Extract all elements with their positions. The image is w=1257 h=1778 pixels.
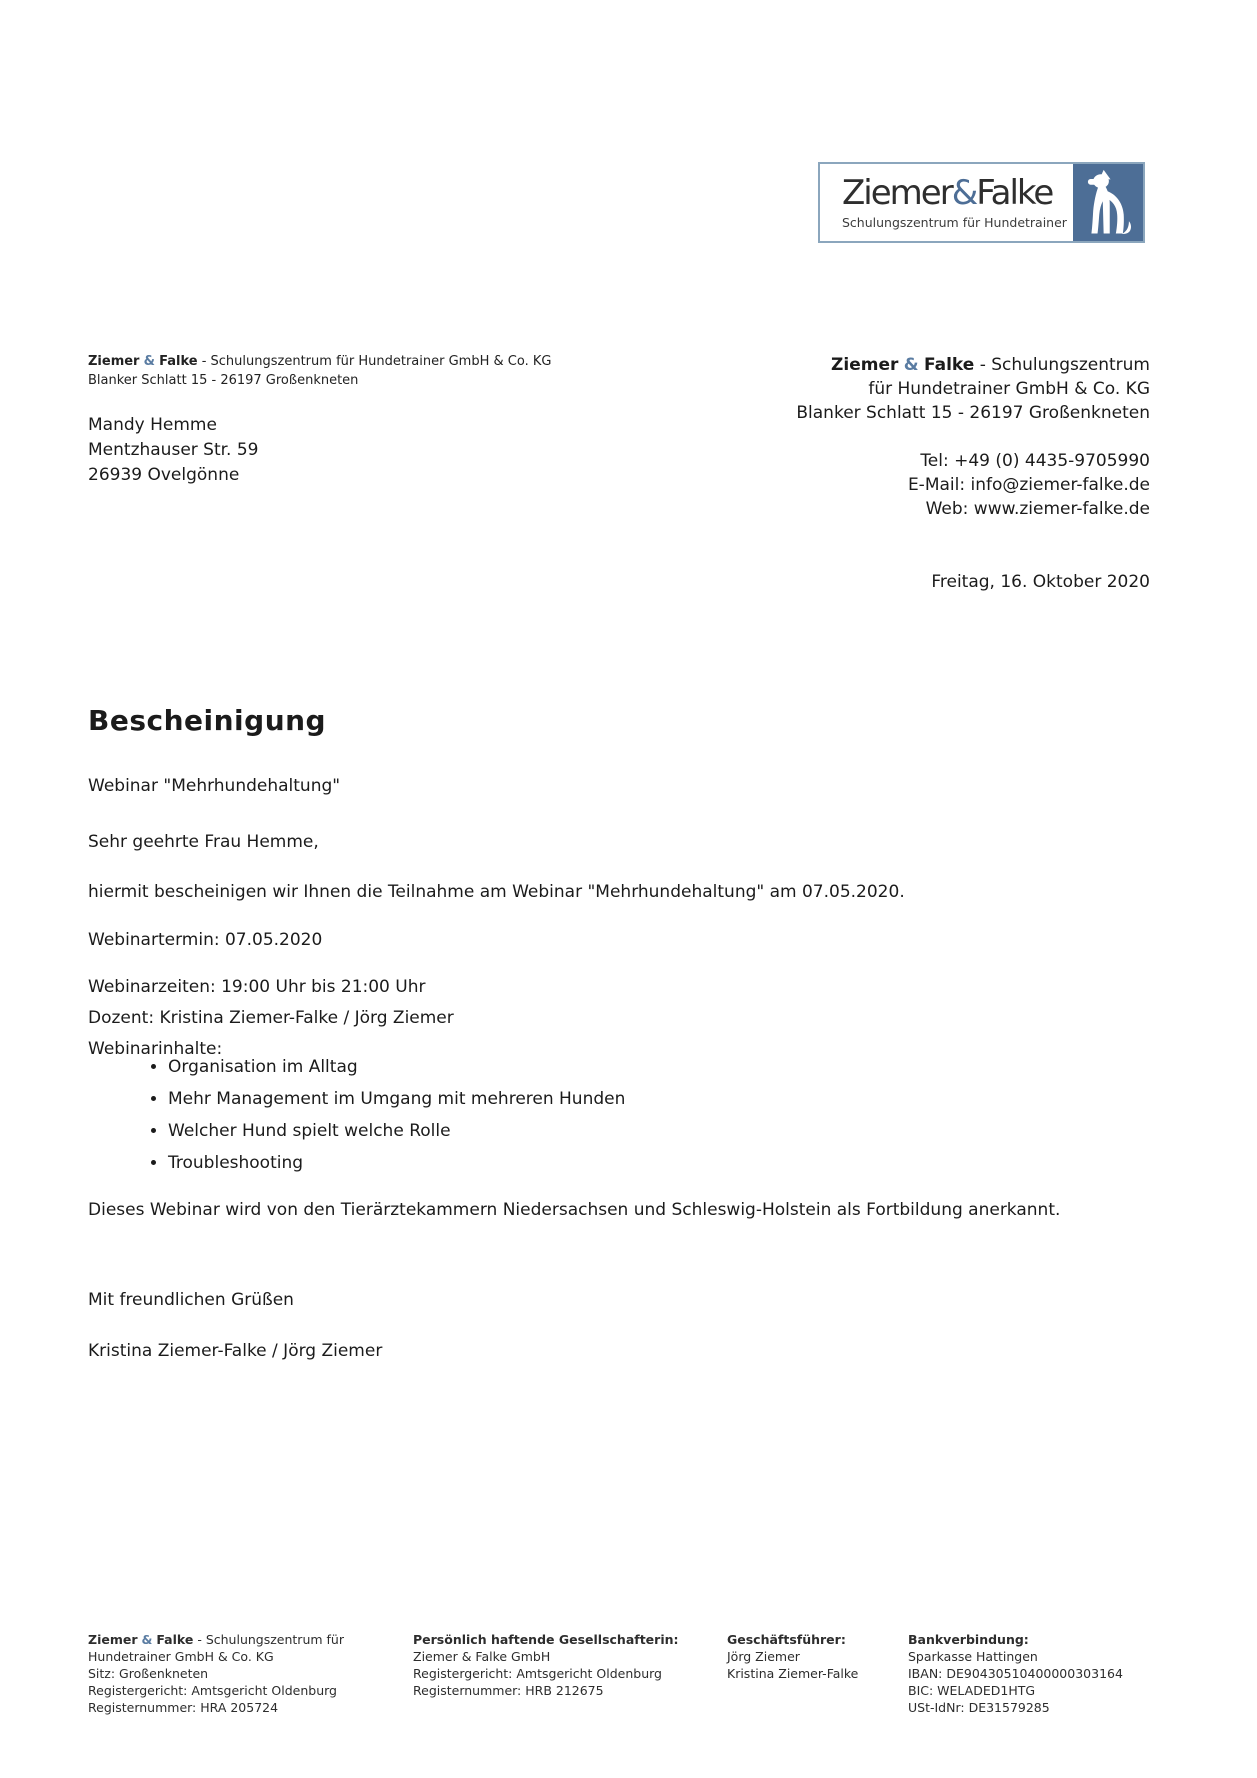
webinar-content-list: [150, 1051, 625, 1179]
footer-management-line-2: Kristina Ziemer-Falke: [727, 1666, 859, 1681]
footer-company-line-3: Sitz: Großenkneten: [88, 1666, 209, 1681]
list-item: • Welcher Hund spielt welche Rolle: [168, 1115, 625, 1147]
salutation: Sehr geehrte Frau Hemme,: [88, 832, 319, 852]
company-line-1: [796, 353, 1150, 377]
footer-company-rest: - Schulungszentrum für: [193, 1632, 344, 1647]
logo: [818, 162, 1145, 243]
logo-brand-amp: &: [951, 172, 977, 213]
company-line-3: Blanker Schlatt 15 - 26197 Großenkneten: [796, 403, 1150, 423]
company-falke: Falke: [924, 355, 975, 375]
webinar-inhalte-label: Webinarinhalte:: [88, 1039, 223, 1059]
recipient-name: Mandy Hemme: [88, 415, 217, 435]
company-address-block: [796, 353, 1150, 521]
webinar-zeiten-line: Webinarzeiten: 19:00 Uhr bis 21:00 Uhr: [88, 977, 426, 997]
sender-line: [88, 352, 551, 390]
footer-management-title: Geschäftsführer:: [727, 1632, 846, 1647]
sender-ziemer: Ziemer: [88, 354, 140, 369]
footer-company-column: [88, 1631, 403, 1716]
logo-brand-ziemer: Ziemer: [842, 172, 952, 213]
sender-line-1: [88, 352, 551, 371]
footer-shareholder-line-2: Registergericht: Amtsgericht Oldenburg: [413, 1666, 662, 1681]
sender-amp: &: [143, 354, 155, 369]
logo-subtitle: Schulungszentrum für Hundetrainer: [842, 214, 1067, 230]
footer-bank-title: Bankverbindung:: [908, 1632, 1029, 1647]
recipient-street: Mentzhauser Str. 59: [88, 440, 259, 460]
list-item: • Troubleshooting: [168, 1147, 625, 1179]
signature-names: Kristina Ziemer-Falke / Jörg Ziemer: [88, 1341, 383, 1361]
company-ziemer: Ziemer: [831, 355, 899, 375]
confirmation-paragraph: hiermit bescheinigen wir Ihnen die Teilnahme am Webinar "Mehrhundehaltung" am 07.05.2020.: [88, 882, 905, 902]
list-item: • Organisation im Alltag: [168, 1051, 625, 1083]
webinar-termin-line: Webinartermin: 07.05.2020: [88, 930, 323, 950]
logo-text: [820, 164, 1073, 241]
footer-shareholder-title: Persönlich haftende Gesellschafterin:: [413, 1632, 679, 1647]
footer-ziemer: Ziemer: [88, 1632, 138, 1647]
company-tel: Tel: +49 (0) 4435-9705990: [920, 451, 1150, 471]
logo-brand-falke: Falke: [976, 172, 1053, 213]
footer-management-column: [727, 1631, 902, 1682]
footer-company-line-2: Hundetrainer GmbH & Co. KG: [88, 1649, 274, 1664]
footer-shareholder-line-3: Registernummer: HRB 212675: [413, 1683, 604, 1698]
footer-amp: &: [141, 1632, 153, 1647]
letter-title: Bescheinigung: [88, 704, 327, 737]
sender-line-2: Blanker Schlatt 15 - 26197 Großenkneten: [88, 373, 359, 388]
footer-bank-column: [908, 1631, 1208, 1716]
company-amp: &: [903, 355, 919, 375]
sender-rest: - Schulungszentrum für Hundetrainer GmbH & Co. KG: [197, 354, 552, 369]
company-contact: [796, 449, 1150, 521]
recognition-paragraph: Dieses Webinar wird von den Tierärztekammern Niedersachsen und Schleswig-Holstein als Fortbildung anerkannt.: [88, 1200, 1061, 1220]
footer-shareholder-line-1: Ziemer & Falke GmbH: [413, 1649, 551, 1664]
footer-bank-line-2: IBAN: DE90430510400000303164: [908, 1666, 1123, 1681]
footer-management-line-1: Jörg Ziemer: [727, 1649, 800, 1664]
footer-company-line-1: [88, 1631, 403, 1648]
recipient-address: [88, 413, 259, 488]
footer-bank-line-3: BIC: WELADED1HTG: [908, 1683, 1036, 1698]
letter-date: Freitag, 16. Oktober 2020: [931, 572, 1150, 592]
sender-falke: Falke: [159, 354, 198, 369]
footer-company-line-5: Registernummer: HRA 205724: [88, 1700, 279, 1715]
webinar-dozent-line: Dozent: Kristina Ziemer-Falke / Jörg Ziemer: [88, 1008, 454, 1028]
footer-bank-line-4: USt-IdNr: DE31579285: [908, 1700, 1050, 1715]
list-item: • Mehr Management im Umgang mit mehreren Hunden: [168, 1083, 625, 1115]
dog-icon: [1083, 169, 1133, 237]
recipient-city: 26939 Ovelgönne: [88, 465, 240, 485]
logo-brand: [842, 172, 1073, 213]
company-line-2: für Hundetrainer GmbH & Co. KG: [868, 379, 1150, 399]
logo-dog-panel: [1073, 164, 1143, 241]
footer-shareholder-column: [413, 1631, 718, 1699]
closing-greeting: Mit freundlichen Grüßen: [88, 1290, 294, 1310]
footer-falke: Falke: [156, 1632, 194, 1647]
footer-bank-line-1: Sparkasse Hattingen: [908, 1649, 1038, 1664]
webinar-name-line: Webinar "Mehrhundehaltung": [88, 776, 341, 796]
company-rest: - Schulungszentrum: [974, 355, 1150, 375]
company-web: Web: www.ziemer-falke.de: [925, 499, 1150, 519]
company-email: E-Mail: info@ziemer-falke.de: [907, 475, 1150, 495]
footer-company-line-4: Registergericht: Amtsgericht Oldenburg: [88, 1683, 337, 1698]
